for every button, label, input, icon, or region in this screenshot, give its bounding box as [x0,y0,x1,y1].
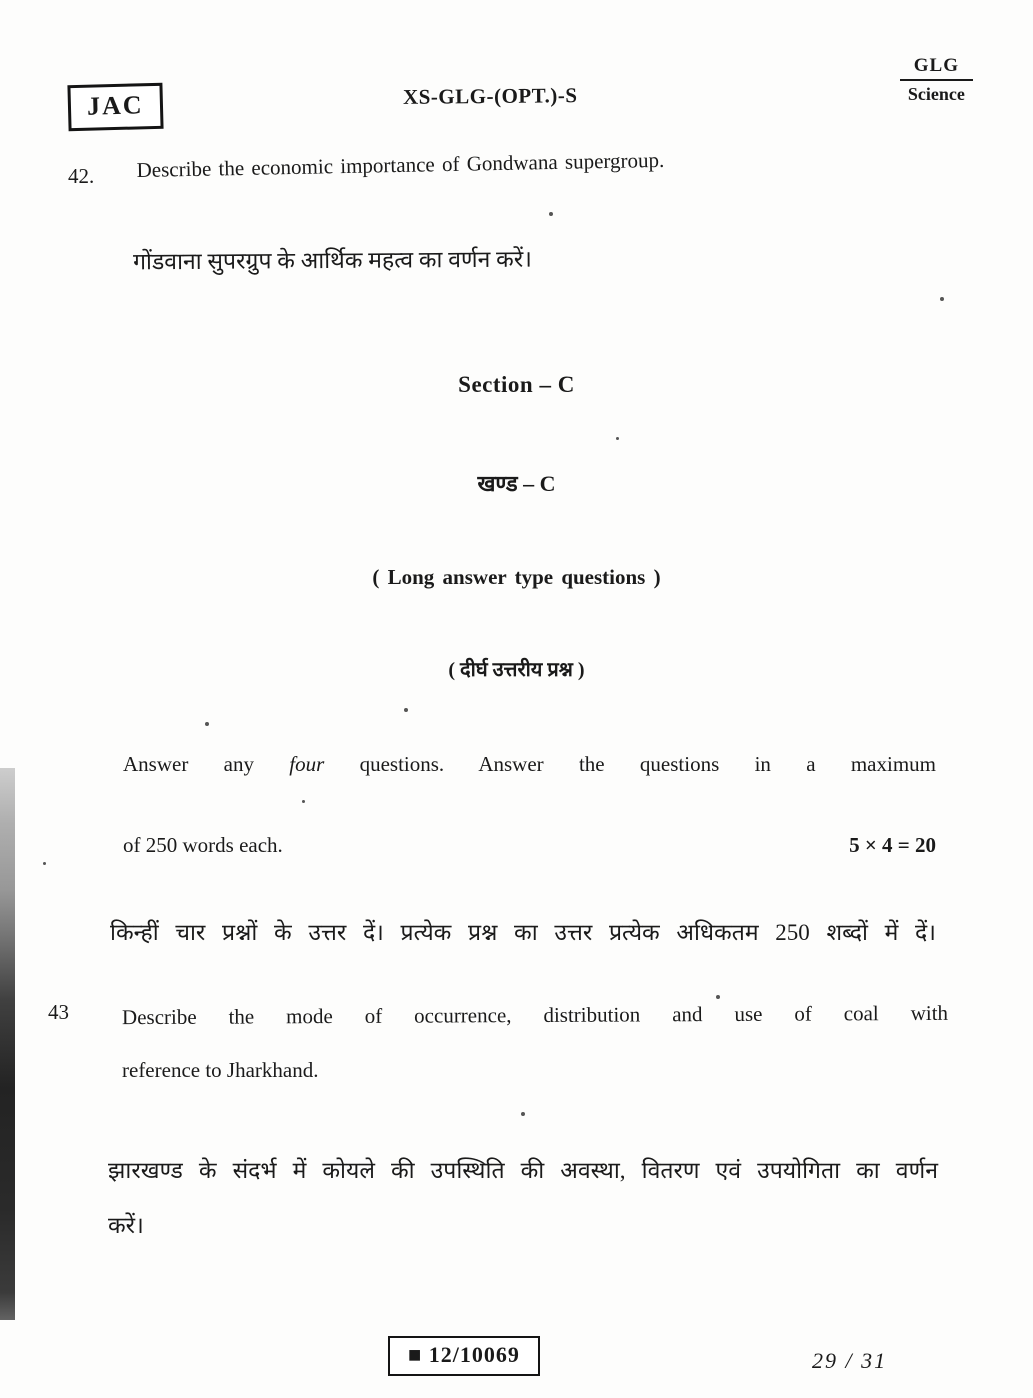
paper-code: XS-GLG-(OPT.)-S [402,83,578,109]
question-42-number: 42. [68,164,95,188]
exam-code-science: Science [907,84,965,104]
scan-noise-dot [43,862,46,865]
scan-noise-dot [404,708,408,712]
question-42-text-english: Describe the economic importance of Gondwana supergroup. [136,147,665,183]
instructions-line2-text: of 250 words each. [123,833,283,857]
scan-noise-dot [940,297,944,301]
instructions-word-four: four [289,752,325,776]
scan-noise-dot [549,212,553,216]
instructions-line2 [123,833,936,858]
question-43-english-line2: reference to Jharkhand. [122,1057,319,1082]
jac-board-logo: JAC [67,83,163,131]
section-title-hindi: खण्ड – C [477,471,556,496]
scan-noise-dot [302,800,305,803]
marks-scheme: 5 × 4 = 20 [849,833,936,857]
instructions-line1-pre: Answer any [123,752,290,776]
exam-code-glg: GLG [900,55,973,81]
question-43-english-line1: Describe the mode of occurrence, distribution and use of coal with [121,1000,949,1030]
instructions-hindi: किन्हीं चार प्रश्नों के उत्तर दें। प्रत्येक प्रश्न का उत्तर प्रत्येक अधिकतम 250 शब्दों में दें। [110,920,936,945]
question-43-number: 43 [48,1000,69,1024]
question-43-hindi-line2: करें। [108,1213,144,1239]
instructions-line1 [123,752,936,777]
question-paper-serial: ■ 12/10069 [388,1336,540,1376]
section-title-english: Section – C [458,372,575,397]
question-43-text-hindi [108,1143,938,1253]
section-subtitle-english: ( Long answer type questions ) [372,565,661,589]
question-42 [68,147,948,189]
scan-noise-dot [521,1112,525,1116]
section-subtitle-hindi: ( दीर्घ उत्तरीय प्रश्न ) [448,659,585,681]
question-42-text-hindi: गोंडवाना सुपरग्रुप के आर्थिक महत्व का वर्णन करें। [132,246,533,275]
question-43 [48,1000,948,1097]
question-43-text-english [122,988,948,1097]
scan-noise-dot [616,437,619,440]
exam-subject-code [900,55,973,105]
scan-artifact-left-strip [0,768,15,1320]
scan-noise-dot [205,722,209,726]
question-43-hindi-line1: झारखण्ड के संदर्भ में कोयले की उपस्थिति की अवस्था, वितरण एवं उपयोगिता का वर्णन [108,1158,938,1183]
instructions-line1-post: questions. Answer the questions in a maximum [324,752,937,776]
page-number: 29 / 31 [812,1348,888,1373]
scan-noise-dot [716,995,720,999]
